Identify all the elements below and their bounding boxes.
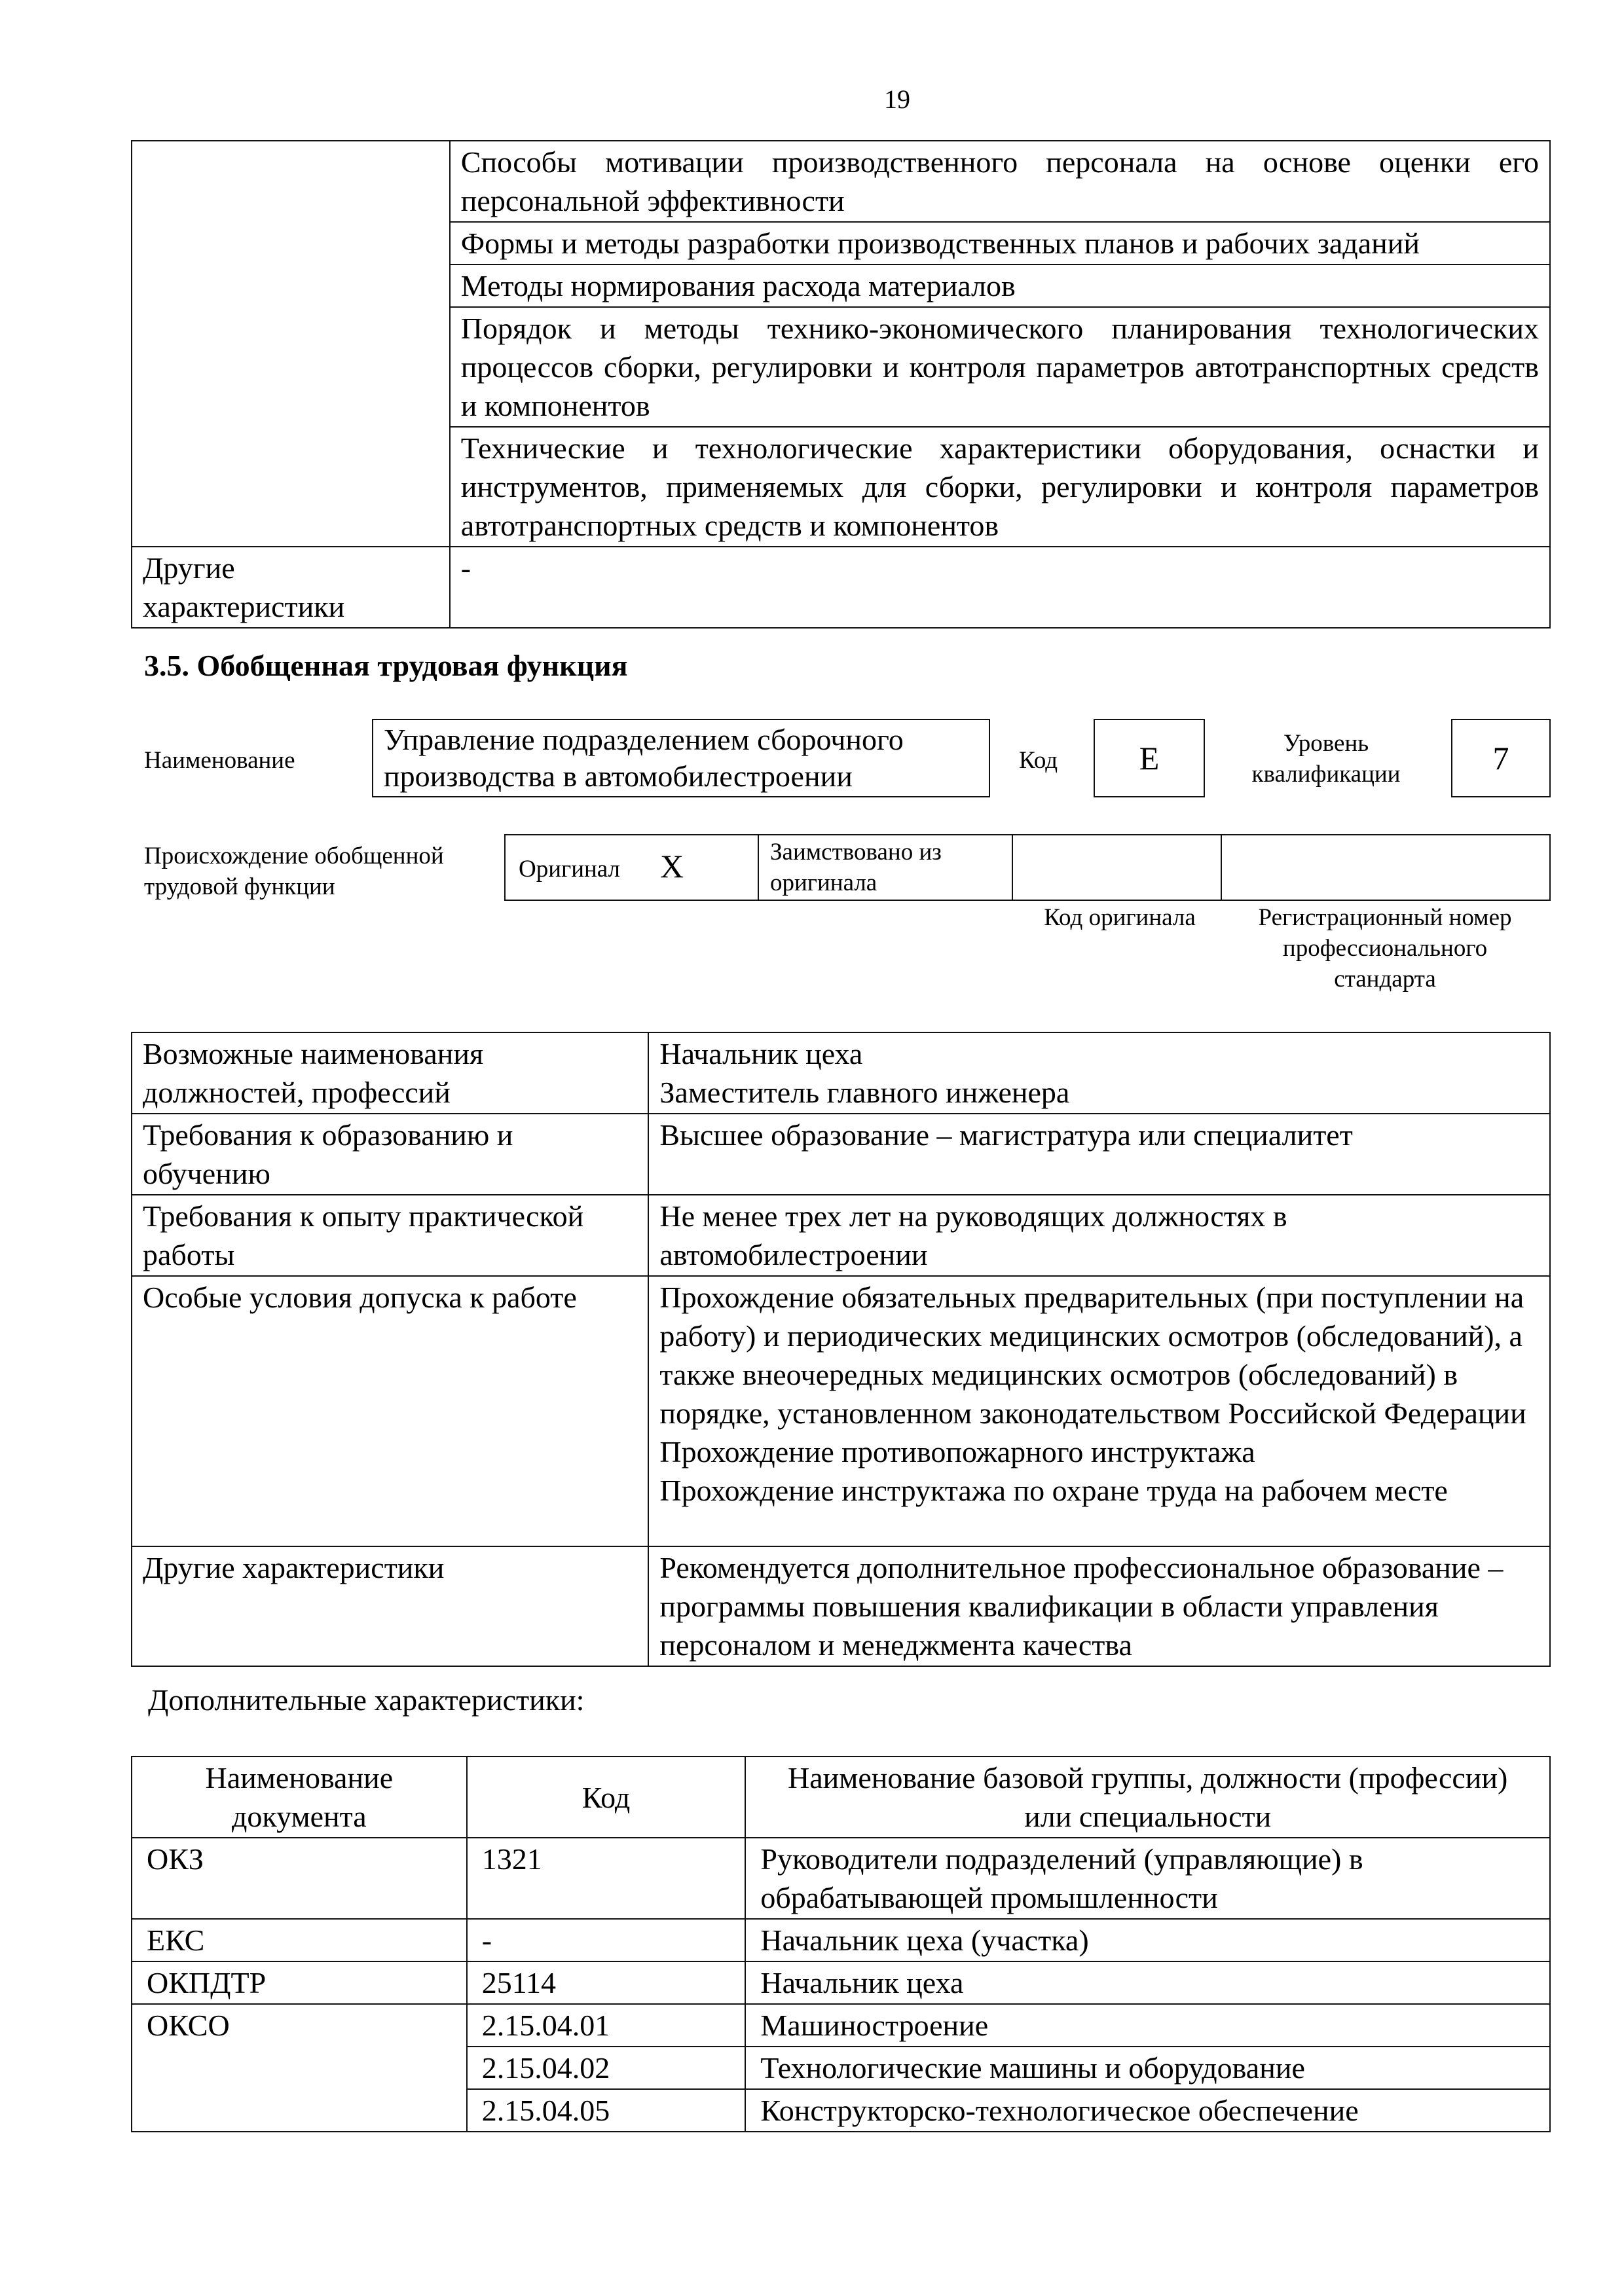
row-name: Начальник цеха (участка)	[745, 1919, 1550, 1961]
row-code: 2.15.04.05	[467, 2089, 746, 2132]
name-label: Наименование	[144, 747, 295, 774]
requirements-table	[131, 1032, 1551, 1667]
origin-label: Происхождение обобщенной трудовой функции	[144, 843, 444, 900]
row-code: 25114	[467, 1961, 746, 2004]
requirement-value: Рекомендуется дополнительное профессиональное образование – программы повышения квалификации в области управления персоналом и менеджмента качества	[648, 1546, 1550, 1666]
header-document: Наименование документа	[132, 1757, 467, 1838]
row-name: Начальник цеха	[745, 1961, 1550, 2004]
page-number: 19	[884, 84, 910, 114]
requirement-label: Требования к образованию и обучению	[132, 1114, 648, 1195]
row-code: 1321	[467, 1838, 746, 1919]
origin-table	[504, 834, 1551, 901]
requirement-value: Начальник цеха Заместитель главного инженера	[648, 1032, 1550, 1114]
header-group-name: Наименование базовой группы, должности (профессии) или специальности	[745, 1757, 1550, 1838]
function-name: Управление подразделением сборочного производства в автомобилестроении	[384, 723, 904, 793]
function-name-box	[372, 719, 990, 797]
level-box	[1451, 719, 1551, 797]
row-code: 2.15.04.01	[467, 2004, 746, 2047]
origin-divider	[1012, 835, 1013, 900]
row-code: -	[467, 1919, 746, 1961]
code-value: E	[1139, 740, 1160, 776]
row-name: Конструкторско-технологическое обеспечение	[745, 2089, 1550, 2132]
requirement-label: Возможные наименования должностей, профессий	[132, 1032, 648, 1114]
knowledge-table	[131, 140, 1551, 629]
row-code: 2.15.04.02	[467, 2047, 746, 2089]
code-label: Код	[1019, 747, 1058, 774]
section-heading: 3.5. Обобщенная трудовая функция	[144, 649, 628, 682]
requirement-value: Прохождение обязательных предварительных (при поступлении на работу) и периодических медицинских осмотров (обследований), а также внеочередных медицинских осмотров (обследований) в порядке, установленном законодательством Российской Федерации Прохождение противопожарного инструктажа Прохождение инструктажа по охране труда на рабочем месте	[648, 1276, 1550, 1546]
row-name: Машиностроение	[745, 2004, 1550, 2047]
requirement-label: Требования к опыту практической работы	[132, 1195, 648, 1276]
other-characteristics-label: Другие характеристики	[132, 547, 450, 628]
row-document: ОКПДТР	[132, 1961, 467, 2004]
requirement-label: Особые условия допуска к работе	[132, 1276, 648, 1546]
registration-number-caption: Регистрационный номер профессионального стандарта	[1258, 904, 1512, 993]
code-original-caption: Код оригинала	[1044, 904, 1196, 931]
other-characteristics-value: -	[450, 547, 1550, 628]
knowledge-item: Методы нормирования расхода материалов	[450, 264, 1550, 307]
knowledge-label-cell	[132, 141, 450, 547]
header-code: Код	[467, 1757, 746, 1838]
knowledge-item: Формы и методы разработки производственных планов и рабочих заданий	[450, 222, 1550, 264]
level-value: 7	[1492, 740, 1509, 776]
knowledge-item: Порядок и методы технико-экономического планирования технологических процессов сборки, регулировки и контроля параметров автотранспортных средств и компонентов	[450, 307, 1550, 427]
requirement-value: Высшее образование – магистратура или специалитет	[648, 1114, 1550, 1195]
requirement-label: Другие характеристики	[132, 1546, 648, 1666]
level-label: Уровень квалификации	[1251, 730, 1401, 788]
row-name: Технологические машины и оборудование	[745, 2047, 1550, 2089]
row-document: ЕКС	[132, 1919, 467, 1961]
requirement-value: Не менее трех лет на руководящих должностях в автомобилестроении	[648, 1195, 1550, 1276]
code-box	[1094, 719, 1205, 797]
borrowed-label: Заимствовано из оригинала	[770, 839, 942, 896]
original-mark: X	[660, 848, 684, 884]
origin-divider	[1221, 835, 1222, 900]
original-label: Оригинал	[519, 856, 621, 883]
additional-title: Дополнительные характеристики:	[148, 1683, 585, 1717]
knowledge-item: Способы мотивации производственного персонала на основе оценки его персональной эффективности	[450, 141, 1550, 222]
row-document: ОКСО	[132, 2004, 467, 2132]
row-name: Руководители подразделений (управляющие) в обрабатывающей промышленности	[745, 1838, 1550, 1919]
origin-divider	[758, 835, 759, 900]
row-document: ОКЗ	[132, 1838, 467, 1919]
additional-table	[131, 1756, 1551, 2132]
knowledge-item: Технические и технологические характеристики оборудования, оснастки и инструментов, применяемых для сборки, регулировки и контроля параметров автотранспортных средств и компонентов	[450, 427, 1550, 547]
